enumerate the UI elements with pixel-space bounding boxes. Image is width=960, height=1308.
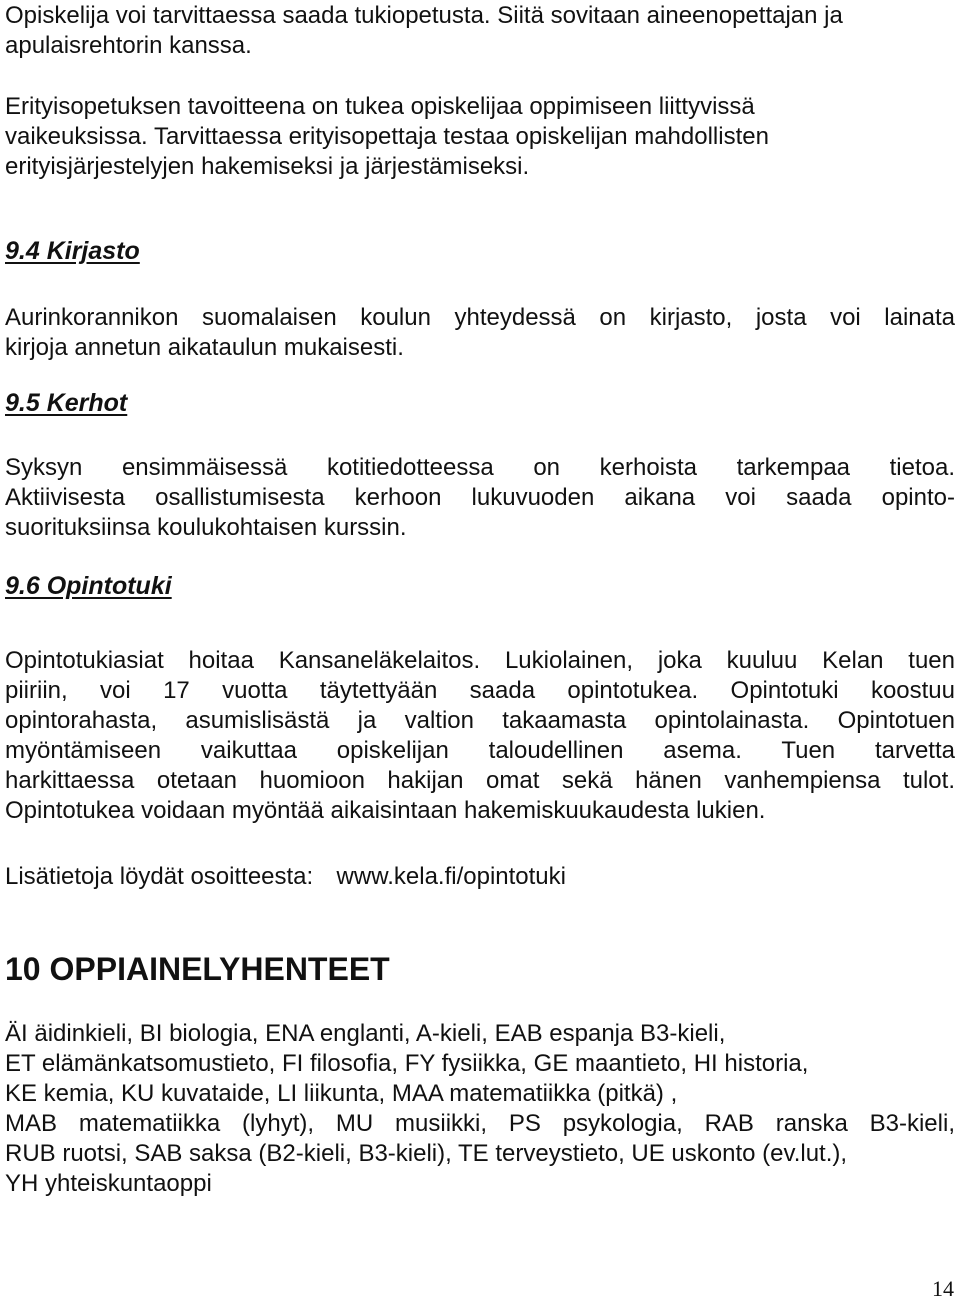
section-heading-study-aid: 9.6 Opintotuki [5,572,172,600]
study-aid-line: piiriin, voi 17 vuotta täytettyään saada opintotukea. Opintotuki koostuu [5,677,955,704]
study-aid-line: myöntämiseen vaikuttaa opiskelijan taloudellinen asema. Tuen tarvetta [5,737,955,764]
special-education-line: erityisjärjestelyjen hakemiseksi ja järjestämiseksi. [5,153,530,180]
more-info-line [5,862,955,892]
section-heading-library: 9.4 Kirjasto [5,237,140,265]
clubs-line: Aktiivisesta osallistumisesta kerhoon lukuvuoden aikana voi saada opinto- [5,484,955,511]
clubs-paragraph [5,453,955,543]
page-number: 14 [932,1276,954,1301]
intro-paragraph [5,1,955,61]
intro-line: apulaisrehtorin kanssa. [5,32,252,59]
subjects-line: KE kemia, KU kuvataide, LI liikunta, MAA matematiikka (pitkä) , [5,1080,678,1107]
kela-link[interactable]: www.kela.fi/opintotuki [336,863,566,890]
library-line: kirjoja annetun aikataulun mukaisesti. [5,334,404,361]
subjects-line: RUB ruotsi, SAB saksa (B2-kieli, B3-kieli), TE terveystieto, UE uskonto (ev.lut.), [5,1140,848,1167]
library-paragraph [5,303,955,363]
subjects-line: MAB matematiikka (lyhyt), MU musiikki, PS psykologia, RAB ranska B3-kieli, [5,1110,955,1137]
subjects-line: ET elämänkatsomustieto, FI filosofia, FY fysiikka, GE maantieto, HI historia, [5,1050,809,1077]
subjects-line: ÄI äidinkieli, BI biologia, ENA englanti, A-kieli, EAB espanja B3-kieli, [5,1020,726,1047]
clubs-line: Syksyn ensimmäisessä kotitiedotteessa on kerhoista tarkempaa tietoa. [5,454,955,481]
study-aid-paragraph [5,646,955,826]
subjects-paragraph [5,1019,955,1199]
intro-line: Opiskelija voi tarvittaessa saada tukiopetusta. Siitä sovitaan aineenopettajan ja [5,2,843,29]
special-education-line: vaikeuksissa. Tarvittaessa erityisopettaja testaa opiskelijan mahdollisten [5,123,769,150]
study-aid-line: opintorahasta, asumislisästä ja valtion takaamasta opintolainasta. Opintotuen [5,707,955,734]
chapter-heading-subjects: 10 OPPIAINELYHENTEET [5,951,390,987]
clubs-line: suorituksiinsa koulukohtaisen kurssin. [5,514,407,541]
more-info-label: Lisätietoja löydät osoitteesta: [5,863,314,890]
special-education-paragraph [5,92,955,182]
study-aid-line: Opintotukiasiat hoitaa Kansaneläkelaitos. Lukiolainen, joka kuuluu Kelan tuen [5,647,955,674]
special-education-line: Erityisopetuksen tavoitteena on tukea opiskelijaa oppimiseen liittyvissä [5,93,755,120]
library-line: Aurinkorannikon suomalaisen koulun yhteydessä on kirjasto, josta voi lainata [5,304,955,331]
study-aid-line: Opintotukea voidaan myöntää aikaisintaan hakemiskuukaudesta lukien. [5,797,766,824]
section-heading-clubs: 9.5 Kerhot [5,389,128,417]
subjects-line: YH yhteiskuntaoppi [5,1170,212,1197]
study-aid-line: harkittaessa otetaan huomioon hakijan omat sekä hänen vanhempiensa tulot. [5,767,955,794]
